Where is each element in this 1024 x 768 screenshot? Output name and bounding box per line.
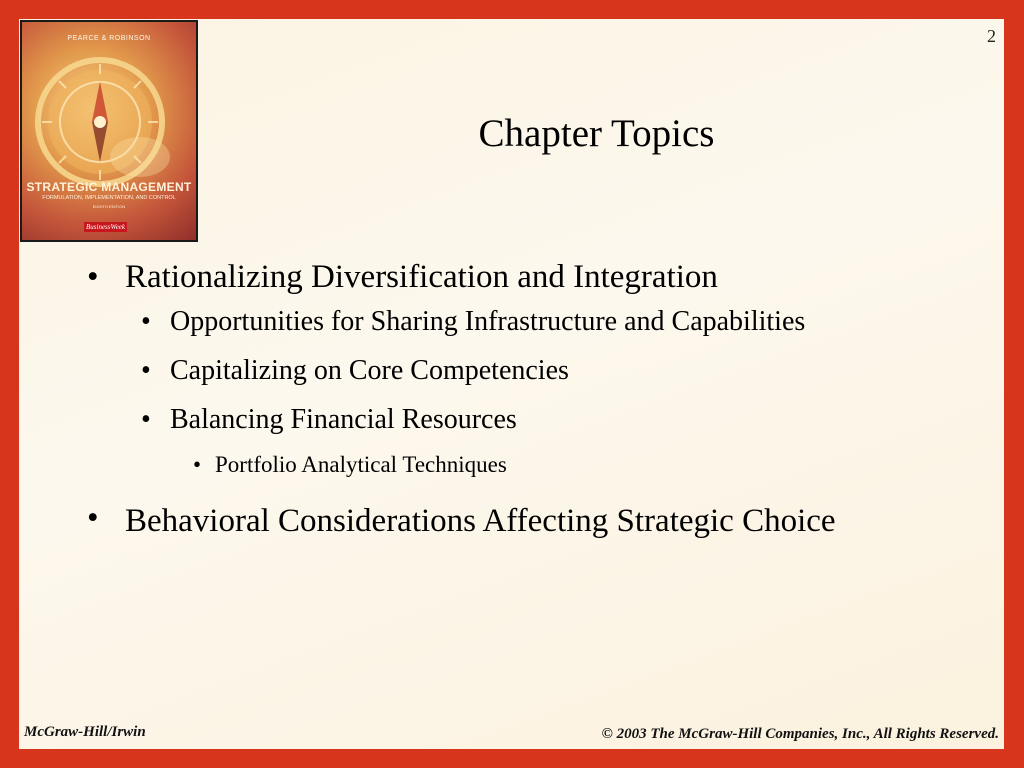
businessweek-logo: BusinessWeek — [86, 223, 126, 231]
bullet-icon: • — [141, 355, 151, 386]
cover-edition: EIGHTH EDITION — [92, 204, 126, 209]
page-number: 2 — [987, 26, 996, 46]
footer-copyright: © 2003 The McGraw-Hill Companies, Inc., All Rights Reserved. — [601, 726, 999, 742]
cover-authors: PEARCE & ROBINSON — [67, 35, 151, 42]
slide-title: Chapter Topics — [478, 112, 715, 155]
bullet-list — [79, 257, 879, 552]
bullet-item — [79, 257, 879, 482]
bullet-icon: • — [193, 452, 202, 477]
sub-bullet-text: Capitalizing on Core Competencies — [170, 355, 569, 386]
bullet-text: Rationalizing Diversification and Integration — [125, 259, 718, 295]
footer-publisher: McGraw-Hill/Irwin — [24, 724, 146, 740]
sub-bullet-text: Balancing Financial Resources — [170, 404, 517, 435]
sub-sub-bullet-item — [125, 448, 879, 482]
sub-bullet-list — [125, 301, 879, 482]
bullet-icon: • — [87, 500, 99, 536]
bullet-item — [79, 498, 879, 544]
cover-subtitle: FORMULATION, IMPLEMENTATION, AND CONTROL — [42, 195, 176, 201]
sub-bullet-item — [125, 399, 879, 441]
slide — [19, 19, 1004, 749]
sub-bullet-text: Opportunities for Sharing Infrastructure and Capabilities — [170, 306, 806, 337]
bullet-text: Behavioral Considerations Affecting Strategic Choice — [125, 503, 836, 539]
cover-title: STRATEGIC MANAGEMENT — [26, 180, 192, 194]
bullet-icon: • — [141, 306, 151, 337]
bullet-icon: • — [141, 404, 151, 435]
sub-bullet-item — [125, 350, 879, 392]
bullet-icon: • — [87, 259, 99, 295]
sub-sub-bullet-text: Portfolio Analytical Techniques — [215, 452, 507, 477]
sub-bullet-item — [125, 301, 879, 343]
book-cover-image — [20, 20, 198, 242]
